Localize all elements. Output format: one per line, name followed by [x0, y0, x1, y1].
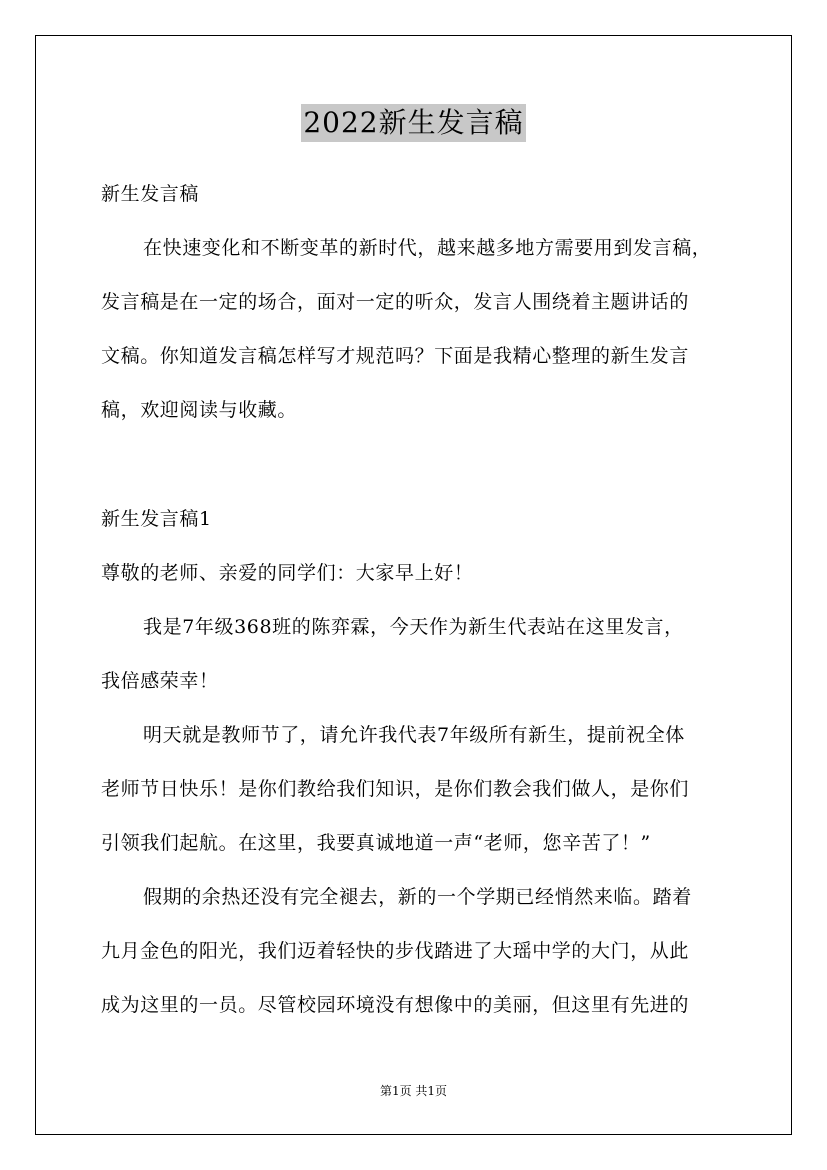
- intro-line-3: 文稿。你知道发言稿怎样写才规范吗？下面是我精心整理的新生发言: [101, 345, 690, 367]
- paragraph1-line-2: 我倍感荣幸！: [101, 670, 219, 692]
- paragraph3-line-1: 假期的余热还没有完全褪去，新的一个学期已经悄然来临。踏着: [143, 886, 692, 908]
- paragraph2-line-2: 老师节日快乐！是你们教给我们知识，是你们教会我们做人，是你们: [101, 778, 690, 800]
- document-title: 2022新生发言稿: [301, 104, 525, 142]
- intro-line-4: 稿，欢迎阅读与收藏。: [101, 399, 298, 421]
- page-footer: 第1页 共1页: [379, 1084, 448, 1098]
- paragraph3-line-3: 成为这里的一员。尽管校园环境没有想像中的美丽，但这里有先进的: [101, 994, 690, 1016]
- intro-line-1: 在快速变化和不断变革的新时代，越来越多地方需要用到发言稿，: [143, 237, 712, 259]
- section-heading: 新生发言稿1: [101, 508, 212, 530]
- paragraph3-line-2: 九月金色的阳光，我们迈着轻快的步伐踏进了大瑶中学的大门，从此: [101, 940, 690, 962]
- paragraph2-line-1: 明天就是教师节了，请允许我代表7年级所有新生，提前祝全体: [143, 724, 685, 746]
- greeting: 尊敬的老师、亲爱的同学们：大家早上好！: [101, 562, 474, 584]
- paragraph2-line-3: 引领我们起航。在这里，我要真诚地道一声“老师，您辛苦了！”: [101, 832, 651, 854]
- subtitle: 新生发言稿: [101, 183, 200, 205]
- paragraph1-line-1: 我是7年级368班的陈弈霖，今天作为新生代表站在这里发言，: [143, 616, 684, 638]
- title-container: [0, 104, 827, 142]
- intro-line-2: 发言稿是在一定的场合，面对一定的听众，发言人围绕着主题讲话的: [101, 291, 690, 313]
